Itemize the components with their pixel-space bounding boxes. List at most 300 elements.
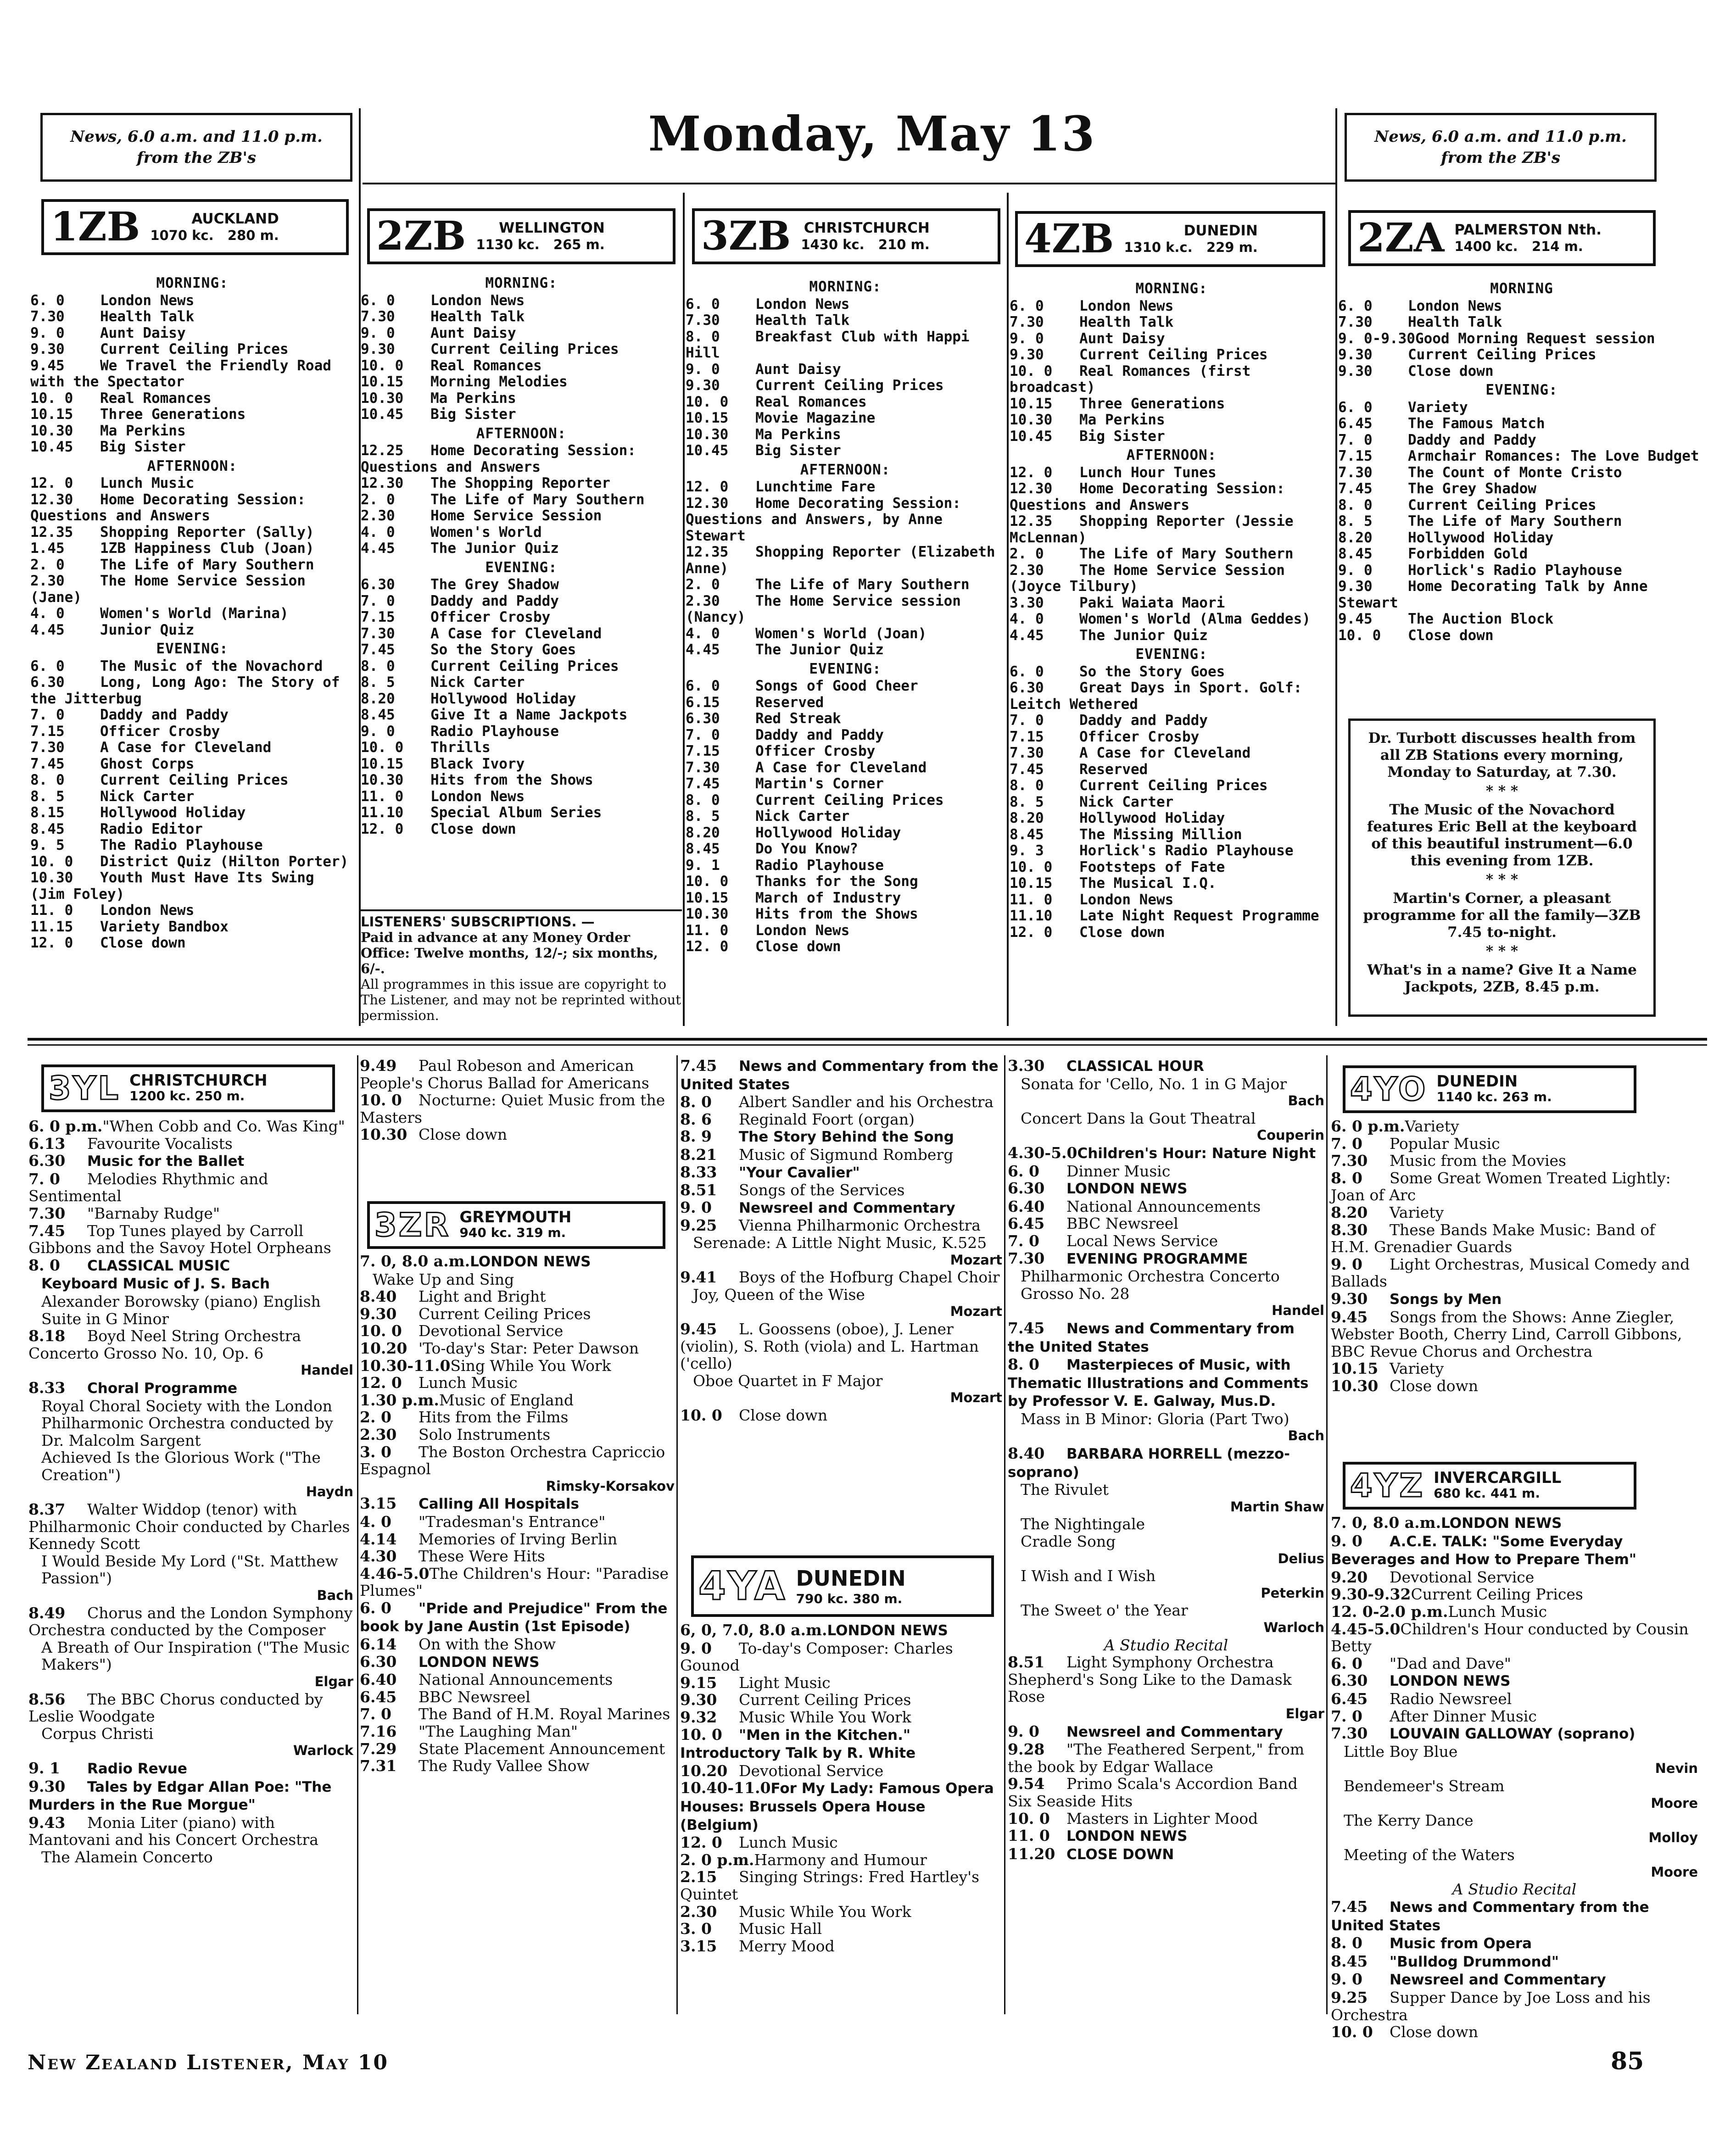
programme-entry xyxy=(1331,1309,1698,1360)
programme-entry xyxy=(680,1407,1002,1424)
programme-entry xyxy=(680,1372,1002,1390)
programme-title: Ma Perkins xyxy=(100,422,186,439)
programme-title: A.C.E. TALK: "Some Everyday Beverages and How to Prepare Them" xyxy=(1331,1533,1637,1568)
programme-time: 10.40-11.0 xyxy=(680,1779,771,1797)
programme-time: 10.45 xyxy=(361,406,404,423)
programme-title: London News xyxy=(430,292,525,309)
programme-title: Radio Playhouse xyxy=(755,857,884,874)
programme-entry xyxy=(686,906,1005,923)
programme-title: Variety Bandbox xyxy=(100,918,229,935)
programme-time: 4.45 xyxy=(361,540,395,557)
programme-time: 8. 5 xyxy=(30,788,65,805)
station-meta xyxy=(1454,222,1602,255)
programme-entry xyxy=(1331,1135,1698,1153)
programme-entry xyxy=(30,707,354,724)
programme-entry xyxy=(686,727,1005,744)
station-kc: 1140 kc. xyxy=(1436,1089,1498,1104)
programme-title: The Musical I.Q. xyxy=(1079,875,1217,891)
programme-time: 7.45 xyxy=(1331,1898,1368,1916)
programme-title: The Missing Million xyxy=(1079,826,1242,843)
programme-time: 6. 0 xyxy=(1008,1162,1039,1180)
programme-title: Morning Melodies xyxy=(430,373,568,390)
programme-title: Walter Widdop (tenor) with Philharmonic Choir conducted by Charles Kennedy Scott xyxy=(28,1500,350,1553)
programme-title: London News xyxy=(1079,891,1174,908)
programme-entry xyxy=(680,1164,1002,1182)
programme-time: 9. 1 xyxy=(686,857,720,874)
programme-time: 9.25 xyxy=(680,1216,717,1235)
station-m: 441 m. xyxy=(1490,1486,1540,1501)
programme-entry xyxy=(1008,1445,1324,1481)
programme-title: Shopping Reporter (Elizabeth Anne) xyxy=(686,544,995,577)
programme-entry xyxy=(1338,497,1705,514)
programme-title: Music While You Work xyxy=(739,1708,911,1726)
programme-time: 2.30 xyxy=(361,507,395,524)
programme-entry xyxy=(680,1920,1002,1938)
programme-time: 7. 0 xyxy=(1331,1707,1362,1725)
programme-time: 12.30 xyxy=(1010,480,1053,497)
programme-time: 8.20 xyxy=(1010,810,1044,826)
programme-time: 10. 0 xyxy=(1338,627,1381,644)
programme-time: 8.30 xyxy=(1331,1220,1368,1239)
programme-entry xyxy=(28,1760,353,1778)
programme-time: 8. 0 xyxy=(680,1093,712,1111)
programme-title: Variety xyxy=(1405,1117,1459,1135)
footer-publication: New Zealand Listener, May 10 xyxy=(28,2051,389,2074)
programme-title: LONDON NEWS xyxy=(1066,1828,1188,1845)
programme-title: Officer Crosby xyxy=(430,609,551,625)
programme-title: Real Romances xyxy=(755,393,867,410)
programme-entry xyxy=(680,1234,1002,1252)
programme-title: Music of England xyxy=(439,1391,574,1409)
station-box-4yo xyxy=(1343,1065,1636,1113)
programme-entry xyxy=(1338,363,1705,380)
programme-time: 10.15 xyxy=(1331,1359,1379,1378)
programme-entry xyxy=(1008,1775,1324,1810)
programme-title: Big Sister xyxy=(430,406,516,423)
programme-entry xyxy=(1331,1953,1698,1971)
programme-entry xyxy=(28,1118,353,1135)
schedule-1zb xyxy=(30,273,354,1034)
programme-title: Current Ceiling Prices xyxy=(1411,1585,1583,1604)
programme-title: News and Commentary from the United States xyxy=(680,1058,999,1093)
programme-time: 10. 0 xyxy=(1008,1809,1050,1827)
programme-time: 9.30 xyxy=(1338,578,1373,595)
programme-entry xyxy=(680,1621,1002,1640)
programme-time: 8. 0 xyxy=(686,791,720,808)
programme-time: 9. 5 xyxy=(30,837,65,853)
programme-title: Ma Perkins xyxy=(430,390,516,407)
programme-entry xyxy=(1008,1110,1324,1127)
programme-title: Home Decorating Session: Questions and Answers, by Anne Stewart xyxy=(686,495,961,544)
programme-entry xyxy=(680,1320,1002,1372)
programme-time: 6.30 xyxy=(686,710,720,727)
programme-entry xyxy=(1010,745,1334,762)
programme-time: 7.30 xyxy=(1010,314,1044,330)
station-box-1zb xyxy=(41,199,349,255)
programme-time: 10.15 xyxy=(1010,395,1053,412)
programme-title: Red Streak xyxy=(755,710,841,727)
programme-title: Close down xyxy=(1079,924,1165,941)
programme-entry xyxy=(1331,1898,1698,1934)
programme-time: 10.30 xyxy=(1331,1376,1379,1395)
programme-entry xyxy=(361,821,682,838)
programme-time: 2.30 xyxy=(686,592,720,609)
programme-time: 3. 0 xyxy=(680,1920,712,1938)
programme-entry xyxy=(1010,546,1334,563)
programme-title: Music from the Movies xyxy=(1390,1152,1566,1170)
composer-name: Elgar xyxy=(1285,1705,1324,1722)
programme-time: 7.30 xyxy=(1338,464,1373,481)
programme-time: 7.30 xyxy=(686,759,720,776)
programme-title: "Men in the Kitchen." Introductory Talk by R. White xyxy=(680,1727,916,1762)
divider-v-3 xyxy=(1007,193,1009,1026)
programme-time: 11. 0 xyxy=(1008,1827,1050,1845)
programme-title: Hits from the Shows xyxy=(430,772,593,788)
programme-entry xyxy=(1010,429,1334,445)
programme-title: Home Service Session xyxy=(430,507,602,524)
notice-text: The Music of the Novachord features Eric Bell at the keyboard of this beautiful instrument—6.0 this evening from 1ZB. xyxy=(1367,802,1637,869)
programme-title: Home Decorating Talk by Anne Stewart xyxy=(1338,578,1648,611)
programme-time: 4.14 xyxy=(360,1530,397,1548)
programme-title: News and Commentary from the United States xyxy=(1331,1899,1649,1934)
programme-title: Hollywood Holiday xyxy=(755,824,901,841)
programme-entry xyxy=(680,1691,1002,1709)
programme-title: Nick Carter xyxy=(430,674,525,691)
programme-entry xyxy=(1010,396,1334,412)
programme-entry xyxy=(360,1531,675,1548)
programme-time: 9. 0 xyxy=(686,361,720,378)
programme-title: Horlick's Radio Playhouse xyxy=(1079,842,1294,859)
programme-title: Cradle Song xyxy=(1021,1532,1116,1551)
programme-entry xyxy=(30,475,354,492)
programme-title: EVENING PROGRAMME xyxy=(1066,1250,1248,1267)
programme-entry xyxy=(1331,1603,1698,1621)
programme-entry xyxy=(361,341,682,358)
programme-entry xyxy=(1338,331,1705,347)
programme-title: Ma Perkins xyxy=(755,426,841,443)
programme-entry xyxy=(686,312,1005,329)
programme-entry xyxy=(360,1426,675,1443)
section-heading: MORNING: xyxy=(156,275,229,291)
programme-title: Nick Carter xyxy=(100,788,195,805)
programme-title: "The Feathered Serpent," from the book by Edgar Wallace xyxy=(1008,1740,1305,1776)
subscriptions-text: Paid in advance at any Money Order Office: Twelve months, 12/-; six months, 6/-. xyxy=(361,930,658,976)
composer-name: Peterkin xyxy=(1261,1585,1324,1601)
programme-title: Paki Waiata Maori xyxy=(1079,594,1225,611)
programme-time: 7. 0, 8.0 a.m. xyxy=(1331,1514,1441,1532)
programme-time: 2. 0 xyxy=(361,491,395,508)
programme-entry xyxy=(28,1849,353,1866)
composer-name: Elgar xyxy=(314,1674,353,1689)
programme-entry xyxy=(680,1868,1002,1903)
programme-title: News and Commentary from the United States xyxy=(1008,1320,1295,1355)
programme-time: 8.33 xyxy=(680,1163,717,1181)
programme-time: 4.30 xyxy=(360,1547,397,1566)
programme-entry xyxy=(1008,1654,1324,1705)
section-heading: EVENING: xyxy=(809,660,882,677)
programme-time: 7.31 xyxy=(360,1757,397,1775)
programme-time: 7.30 xyxy=(1331,1152,1368,1170)
programme-title: The Auction Block xyxy=(1408,611,1554,627)
programme-title: The Life of Mary Southern xyxy=(430,491,645,508)
page-title: Monday, May 13 xyxy=(648,106,1096,162)
programme-time: 2. 0 p.m. xyxy=(680,1850,754,1869)
programme-entry xyxy=(360,1688,675,1706)
schedule-2zb xyxy=(361,273,682,906)
programme-entry xyxy=(686,577,1005,593)
programme-time: 9.30 xyxy=(1338,346,1373,363)
programme-time: 7.30 xyxy=(361,308,395,325)
programme-entry xyxy=(1338,347,1705,363)
programme-entry xyxy=(360,1392,675,1409)
programme-entry xyxy=(28,1553,353,1587)
programme-entry xyxy=(686,394,1005,411)
station-kc: 1200 kc. xyxy=(129,1088,191,1103)
composer-name: Mozart xyxy=(950,1304,1002,1320)
programme-title: LONDON NEWS xyxy=(1066,1181,1188,1198)
programme-entry xyxy=(28,1605,353,1639)
programme-time: 10.30 xyxy=(361,772,404,788)
programme-title: Lunchtime Fare xyxy=(755,479,876,495)
programme-title: The Sweet o' the Year xyxy=(1021,1601,1188,1620)
programme-title: The Rivulet xyxy=(1021,1481,1109,1499)
programme-time: 10.30 xyxy=(1010,412,1053,428)
programme-entry xyxy=(30,740,354,756)
programme-time: 10.20 xyxy=(680,1761,728,1780)
programme-time: 7.15 xyxy=(686,743,720,759)
programme-time: 8. 0 xyxy=(1338,496,1373,513)
station-m: 265 m. xyxy=(553,237,605,252)
station-box-3zr xyxy=(367,1201,665,1249)
station-m: 229 m. xyxy=(1206,240,1258,255)
subscriptions-notice xyxy=(361,909,682,1024)
programme-title: Memories of Irving Berlin xyxy=(419,1530,618,1548)
programme-time: 6. 0 p.m. xyxy=(1331,1117,1405,1135)
composer-name: Warloch xyxy=(1263,1620,1324,1635)
programme-time: 10. 0 xyxy=(30,853,73,870)
programme-time: 10.15 xyxy=(361,373,404,390)
programme-title: Black Ivory xyxy=(430,755,525,772)
programme-entry xyxy=(30,325,354,342)
programme-title: Women's World xyxy=(430,524,542,540)
programme-time: 9.30 xyxy=(360,1304,397,1323)
header-note-left-text: News, 6.0 a.m. and 11.0 p.m. from the ZB's xyxy=(70,128,323,167)
programme-time: 6.30 xyxy=(1010,680,1044,696)
programme-title: I Would Beside My Lord ("St. Matthew Passion") xyxy=(41,1552,338,1588)
station-kc: 1070 kc. xyxy=(150,228,214,243)
station-box-3zb xyxy=(692,208,1000,264)
station-kc: 1430 kc. xyxy=(801,237,865,252)
programme-title: Health Talk xyxy=(755,312,850,329)
programme-time: 10. 0 xyxy=(1331,2023,1373,2041)
programme-time: 7.30 xyxy=(1008,1249,1045,1267)
programme-entry xyxy=(361,524,682,541)
programme-time: 10.15 xyxy=(686,410,729,426)
programme-time: 8.45 xyxy=(686,841,720,857)
programme-time: 7.45 xyxy=(361,641,395,658)
programme-entry xyxy=(1010,298,1334,315)
programme-entry xyxy=(361,707,682,724)
programme-title: Light Music xyxy=(739,1673,831,1692)
programme-time: 7. 0 xyxy=(1010,712,1044,729)
station-city: DUNEDIN xyxy=(796,1566,906,1591)
programme-title: Current Ceiling Prices xyxy=(1079,346,1268,363)
programme-entry xyxy=(1010,713,1334,729)
programme-entry xyxy=(1008,1075,1324,1093)
header-note-right xyxy=(1345,113,1657,182)
programme-title: Choral Programme xyxy=(87,1380,238,1397)
programme-entry xyxy=(686,776,1005,792)
programme-title: Calling All Hospitals xyxy=(419,1496,579,1513)
programme-title: Health Talk xyxy=(430,308,525,325)
programme-entry xyxy=(1010,664,1334,680)
programme-entry xyxy=(361,691,682,708)
programme-title: LONDON NEWS xyxy=(470,1254,591,1270)
programme-entry xyxy=(1331,1360,1698,1377)
programme-title: Women's World (Marina) xyxy=(100,605,289,622)
programme-entry xyxy=(680,1834,1002,1851)
programme-entry xyxy=(1338,563,1705,579)
programme-entry xyxy=(30,309,354,325)
programme-entry xyxy=(1008,1144,1324,1163)
programme-entry xyxy=(1008,1810,1324,1827)
section-rule-b xyxy=(28,1044,1707,1046)
programme-time: 2.30 xyxy=(360,1425,397,1443)
programme-title: The BBC Chorus conducted by Leslie Woodgate xyxy=(28,1690,323,1726)
programme-title: After Dinner Music xyxy=(1390,1707,1537,1725)
programme-time: 9.45 xyxy=(1331,1308,1368,1326)
station-m: 319 m. xyxy=(516,1225,566,1240)
programme-time: 4.45 xyxy=(686,641,720,658)
programme-entry xyxy=(1331,1256,1698,1290)
programme-time: 2. 0 xyxy=(686,576,720,593)
programme-entry xyxy=(30,772,354,789)
programme-entry xyxy=(28,1170,353,1205)
programme-title: The Life of Mary Southern xyxy=(1408,513,1622,529)
programme-title: London News xyxy=(1079,297,1174,314)
programme-entry xyxy=(1338,611,1705,628)
programme-title: Do You Know? xyxy=(755,841,858,857)
programme-time: 9. 1 xyxy=(28,1759,60,1777)
programme-time: 10.30 xyxy=(361,390,404,407)
programme-title: "Your Cavalier" xyxy=(739,1164,860,1181)
programme-entry xyxy=(360,1271,675,1288)
programme-title: Thanks for the Song xyxy=(755,873,918,890)
programme-entry xyxy=(1008,1481,1324,1499)
programme-title: Hits from the Films xyxy=(419,1408,569,1426)
programme-entry xyxy=(361,390,682,407)
programme-title: Songs of Good Cheer xyxy=(755,678,918,694)
programme-entry xyxy=(680,1903,1002,1921)
programme-entry xyxy=(360,1495,675,1513)
programme-title: Light Symphony Orchestra Shepherd's Song Like to the Damask Rose xyxy=(1008,1653,1292,1706)
programme-title: Lunch Music xyxy=(419,1374,518,1392)
programme-entry xyxy=(686,711,1005,727)
programme-time: 4. 0 xyxy=(1010,611,1044,627)
programme-entry xyxy=(30,789,354,805)
programme-time: 8. 9 xyxy=(680,1127,712,1146)
programme-title: CLASSICAL MUSIC xyxy=(87,1257,230,1274)
programme-title: Local News Service xyxy=(1066,1231,1218,1250)
programme-entry xyxy=(360,1322,675,1340)
programme-entry xyxy=(360,1126,675,1143)
programme-time: 6. 0 xyxy=(1010,663,1044,680)
programme-title: Give It a Name Jackpots xyxy=(430,707,628,723)
programme-title: Music from Opera xyxy=(1390,1935,1532,1952)
station-meta xyxy=(150,211,279,244)
programme-time: 7.45 xyxy=(30,755,65,772)
programme-title: "Bulldog Drummond" xyxy=(1390,1953,1559,1970)
programme-time: 10. 0 xyxy=(686,393,729,410)
programme-time: 7.30 xyxy=(30,739,65,756)
programme-time: 4. 0 xyxy=(686,625,720,642)
programme-title: Lunch Music xyxy=(739,1833,838,1852)
programme-entry xyxy=(361,540,682,557)
programme-entry xyxy=(30,524,354,541)
programme-title: Paul Robeson and American People's Chorus Ballad for Americans xyxy=(360,1057,649,1092)
programme-title: London News xyxy=(430,788,525,805)
programme-time: 10. 0 xyxy=(680,1725,722,1744)
programme-entry xyxy=(1008,1515,1324,1533)
programme-entry xyxy=(686,890,1005,907)
header-note-right-text: News, 6.0 a.m. and 11.0 p.m. from the ZB's xyxy=(1374,128,1627,167)
programme-title: The Grey Shadow xyxy=(1408,480,1536,497)
programme-time: 9.45 xyxy=(30,357,65,374)
programme-time: 12. 0-2.0 p.m. xyxy=(1331,1602,1448,1621)
programme-title: Health Talk xyxy=(1079,314,1174,330)
programme-time: 9.30-9.32 xyxy=(1331,1585,1411,1604)
programme-time: 2.15 xyxy=(680,1868,717,1886)
programme-entry xyxy=(1008,1320,1324,1356)
programme-entry xyxy=(28,1379,353,1398)
programme-title: Forbidden Gold xyxy=(1408,546,1528,562)
programme-time: 4.45-5.0 xyxy=(1331,1620,1401,1638)
station-box-4yz xyxy=(1343,1462,1636,1510)
programme-time: 2. 0 xyxy=(1010,546,1044,562)
programme-title: Close down xyxy=(739,1406,828,1424)
programme-time: 12.35 xyxy=(1010,513,1053,529)
programme-time: 8.20 xyxy=(686,824,720,841)
programme-time: 11. 0 xyxy=(30,902,73,919)
programme-title: Monia Liter (piano) with Mantovani and his Concert Orchestra xyxy=(28,1813,318,1849)
programme-entry xyxy=(1338,579,1705,611)
programme-entry xyxy=(1010,680,1334,713)
programme-entry xyxy=(686,362,1005,378)
programme-time: 8. 0 xyxy=(1008,1355,1039,1374)
programme-title: Lunch Music xyxy=(100,475,195,491)
section-heading: EVENING: xyxy=(156,641,229,657)
programme-time: 8. 5 xyxy=(1338,513,1373,529)
programme-title: Oboe Quartet in F Major xyxy=(693,1371,883,1390)
programme-title: Chorus and the London Symphony Orchestra conducted by the Composer xyxy=(28,1604,353,1639)
programme-title: So the Story Goes xyxy=(1079,663,1225,680)
programme-entry xyxy=(1331,1655,1698,1672)
programme-title: A Case for Cleveland xyxy=(1079,745,1251,761)
programme-entry xyxy=(1008,1232,1324,1250)
programme-entry xyxy=(1338,481,1705,497)
programme-entry xyxy=(1338,298,1705,315)
programme-title: Close down xyxy=(755,938,841,955)
programme-entry xyxy=(1010,810,1334,827)
programme-entry xyxy=(30,622,354,639)
programme-time: 10.15 xyxy=(361,755,404,772)
programme-time: 2. 0 xyxy=(30,556,65,573)
programme-time: 6.30 xyxy=(1331,1671,1368,1690)
station-box-4zb xyxy=(1015,211,1325,267)
station-call: 4YZ xyxy=(1350,1467,1425,1504)
programme-time: 12.35 xyxy=(30,524,73,540)
programme-title: Current Ceiling Prices xyxy=(100,341,289,357)
